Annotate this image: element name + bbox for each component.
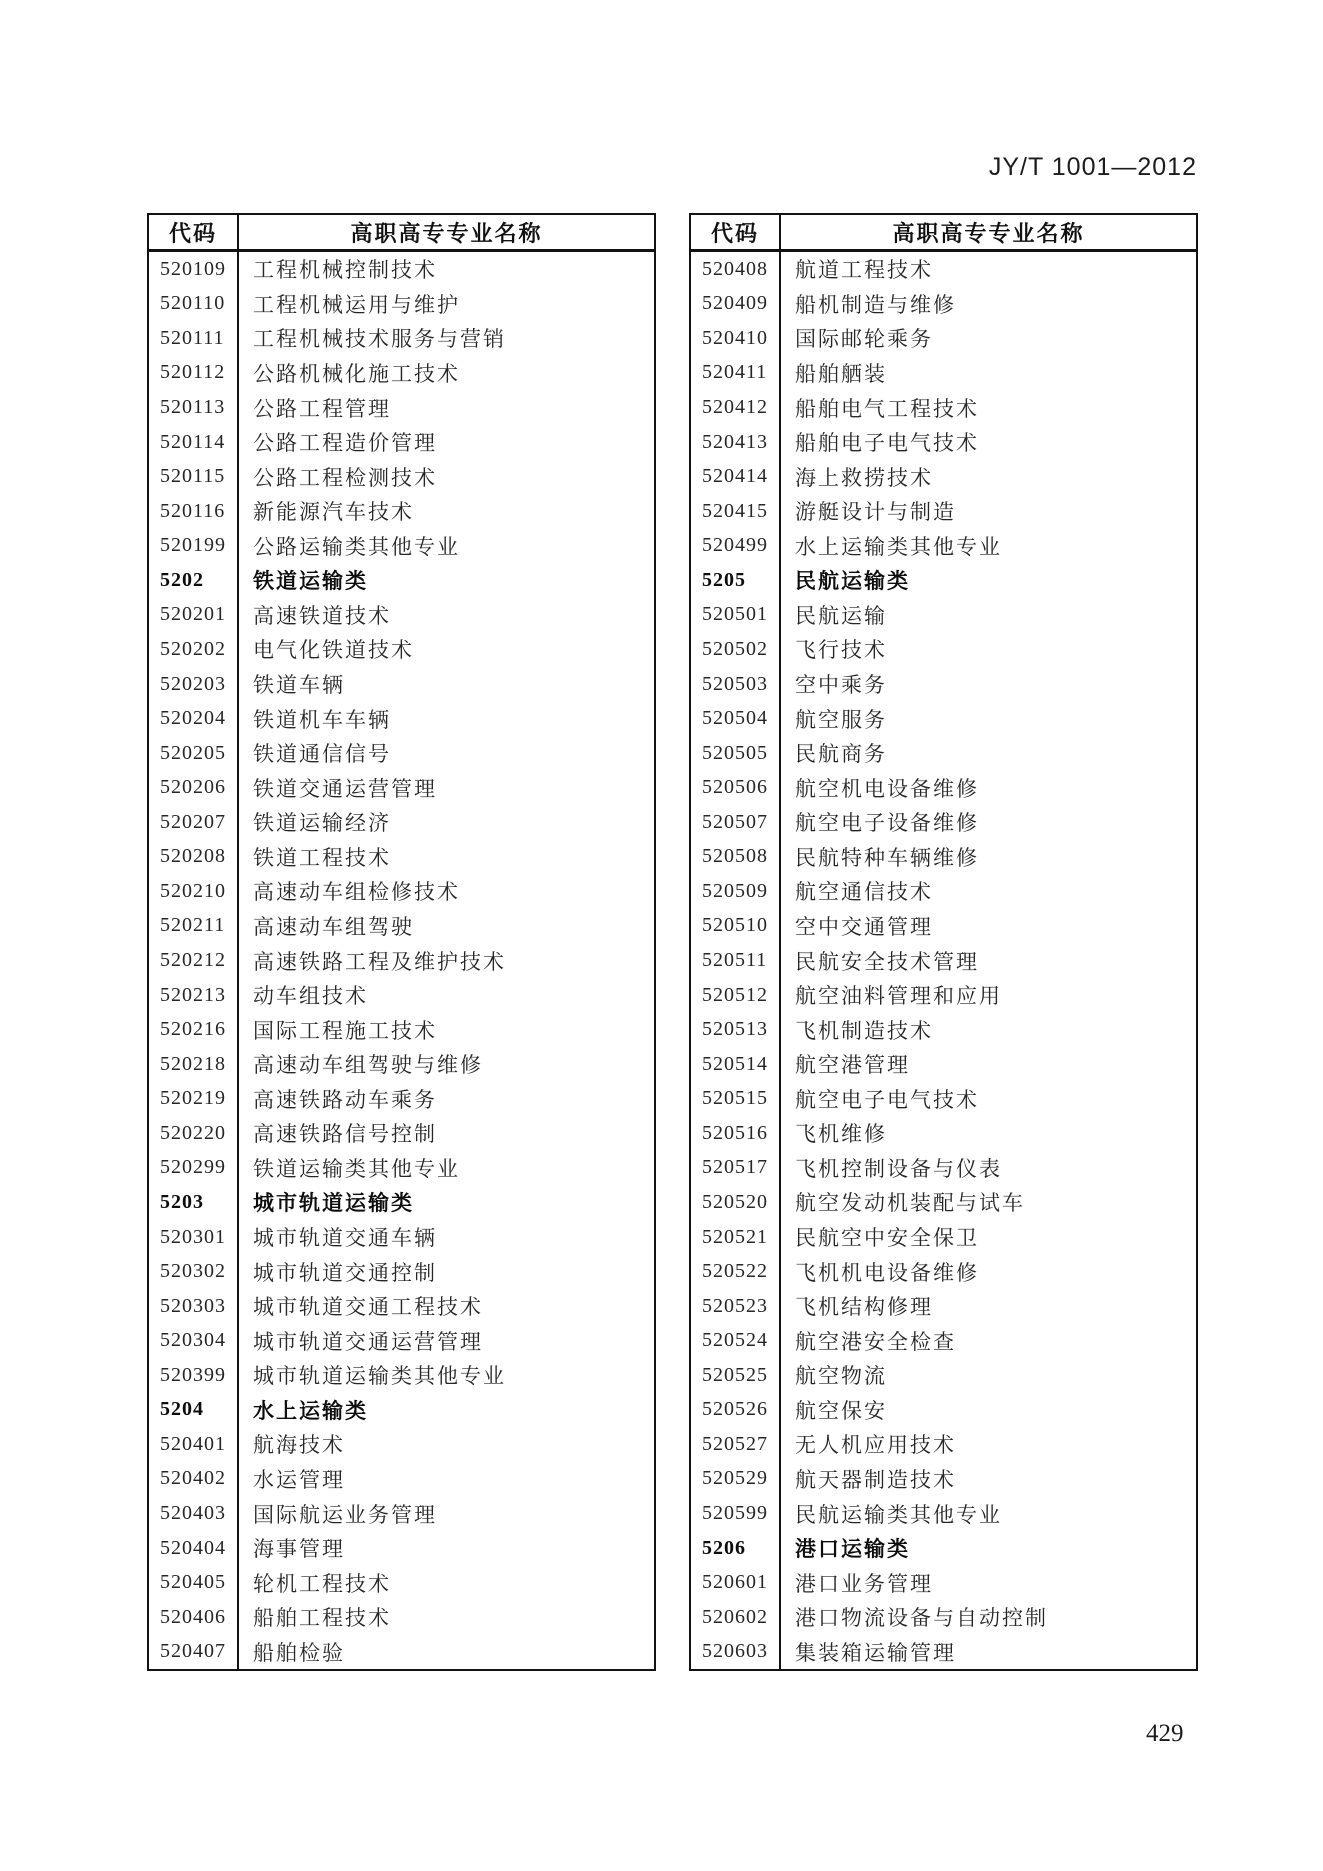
name-cell: 船舶检验 [253,1640,345,1665]
code-cell: 520303 [149,1289,239,1324]
name-cell: 无人机应用技术 [795,1433,956,1458]
code-column-header: 代码 [691,215,781,249]
code-cell: 5204 [149,1393,239,1428]
table-row [149,701,654,736]
table-row [149,1254,654,1289]
code-cell: 520522 [691,1254,781,1289]
name-cell: 铁道运输类其他专业 [253,1156,460,1181]
table-row [149,1393,654,1428]
table-row [691,667,1196,702]
table-row [149,667,654,702]
name-cell: 公路工程检测技术 [253,465,437,490]
code-cell: 520499 [691,529,781,564]
code-cell: 520520 [691,1185,781,1220]
code-cell: 520113 [149,390,239,425]
name-cell: 城市轨道运输类 [253,1191,414,1216]
table-row [691,632,1196,667]
table-row [691,1047,1196,1082]
name-cell: 航空电子电气技术 [795,1087,979,1112]
name-cell: 铁道车辆 [253,673,345,698]
code-cell: 520110 [149,287,239,322]
code-cell: 520220 [149,1116,239,1151]
table-row [149,874,654,909]
name-cell: 民航特种车辆维修 [795,845,979,870]
code-cell: 520206 [149,770,239,805]
name-cell: 飞机结构修理 [795,1295,933,1320]
table-row [691,1358,1196,1393]
name-cell: 高速动车组驾驶 [253,914,414,939]
name-cell: 港口物流设备与自动控制 [795,1606,1048,1631]
table-row [149,1012,654,1047]
code-cell: 520410 [691,321,781,356]
name-cell: 水运管理 [253,1467,345,1492]
name-cell: 公路工程管理 [253,396,391,421]
code-cell: 5203 [149,1185,239,1220]
name-cell: 城市轨道运输类其他专业 [253,1364,506,1389]
standard-code: JY/T 1001—2012 [988,153,1197,181]
code-cell: 520414 [691,459,781,494]
code-cell: 520409 [691,287,781,322]
code-cell: 520219 [149,1082,239,1117]
table-row [691,1600,1196,1635]
name-cell: 铁道通信信号 [253,742,391,767]
name-cell: 铁道交通运营管理 [253,776,437,801]
table-row [691,1531,1196,1566]
name-cell: 航空发动机装配与试车 [795,1191,1025,1216]
table-row [691,978,1196,1013]
table-row [691,1323,1196,1358]
table-row [691,1496,1196,1531]
code-cell: 520299 [149,1151,239,1186]
table-row [149,252,654,287]
name-cell: 飞机维修 [795,1122,887,1147]
name-cell: 民航安全技术管理 [795,949,979,974]
name-cell: 飞机制造技术 [795,1018,933,1043]
table-row [149,287,654,322]
table-row [691,1462,1196,1497]
table-row [691,252,1196,287]
code-cell: 520210 [149,874,239,909]
name-cell: 城市轨道交通控制 [253,1260,437,1285]
name-cell: 航道工程技术 [795,258,933,283]
code-cell: 520602 [691,1600,781,1635]
name-cell: 航空保安 [795,1398,887,1423]
table-row [691,459,1196,494]
code-cell: 520599 [691,1496,781,1531]
table-header-row [691,215,1196,252]
name-column-header: 高职高专专业名称 [892,220,1085,246]
name-cell: 水上运输类 [253,1398,368,1423]
table-row [691,1289,1196,1324]
code-cell: 5205 [691,563,781,598]
name-cell: 轮机工程技术 [253,1571,391,1596]
table-row [691,1220,1196,1255]
name-cell: 国际邮轮乘务 [795,327,933,352]
code-cell: 520112 [149,356,239,391]
table-row [149,632,654,667]
table-row [149,1082,654,1117]
code-cell: 520115 [149,459,239,494]
name-cell: 民航运输 [795,603,887,628]
name-cell: 民航商务 [795,742,887,767]
table-row [691,1151,1196,1186]
table-row [691,1635,1196,1670]
table-row [149,1116,654,1151]
table-row [691,563,1196,598]
table-row [149,563,654,598]
name-cell: 海事管理 [253,1537,345,1562]
code-cell: 520202 [149,632,239,667]
table-row [691,356,1196,391]
table-row [691,494,1196,529]
code-cell: 520516 [691,1116,781,1151]
code-cell: 520501 [691,598,781,633]
table-row [691,1565,1196,1600]
table-header-row [149,215,654,252]
code-cell: 520508 [691,840,781,875]
code-cell: 520199 [149,529,239,564]
name-cell: 民航运输类 [795,569,910,594]
code-cell: 520524 [691,1323,781,1358]
name-cell: 空中乘务 [795,673,887,698]
code-cell: 520114 [149,425,239,460]
table-row [691,874,1196,909]
table-row [149,1531,654,1566]
table-row [149,736,654,771]
name-cell: 航空油料管理和应用 [795,984,1002,1009]
name-cell: 新能源汽车技术 [253,500,414,525]
code-cell: 520109 [149,252,239,287]
name-cell: 铁道工程技术 [253,845,391,870]
table-body [691,252,1196,1669]
table-row [691,736,1196,771]
table-row [149,1047,654,1082]
code-cell: 520203 [149,667,239,702]
code-cell: 520526 [691,1393,781,1428]
table-row [691,425,1196,460]
code-cell: 520506 [691,770,781,805]
code-cell: 520213 [149,978,239,1013]
name-cell: 航空港安全检查 [795,1329,956,1354]
code-cell: 520505 [691,736,781,771]
table-row [149,1220,654,1255]
code-cell: 520216 [149,1012,239,1047]
table-row [691,287,1196,322]
name-cell: 水上运输类其他专业 [795,534,1002,559]
table-row [149,425,654,460]
name-cell: 航空物流 [795,1364,887,1389]
name-cell: 海上救捞技术 [795,465,933,490]
name-cell: 工程机械运用与维护 [253,292,460,317]
table-row [149,1151,654,1186]
code-cell: 520502 [691,632,781,667]
table-row [149,356,654,391]
table-row [149,1289,654,1324]
table-row [149,909,654,944]
code-cell: 520403 [149,1496,239,1531]
code-cell: 520302 [149,1254,239,1289]
name-cell: 航空通信技术 [795,880,933,905]
code-cell: 520510 [691,909,781,944]
table-row [149,1565,654,1600]
major-codes-table-left [147,213,656,1671]
table-row [691,805,1196,840]
table-row [149,598,654,633]
code-cell: 520399 [149,1358,239,1393]
table-row [149,1600,654,1635]
table-row [691,770,1196,805]
code-cell: 520407 [149,1635,239,1670]
table-row [691,1082,1196,1117]
name-cell: 船舶电气工程技术 [795,396,979,421]
table-row [691,529,1196,564]
name-cell: 民航空中安全保卫 [795,1226,979,1251]
name-cell: 集装箱运输管理 [795,1640,956,1665]
name-cell: 国际航运业务管理 [253,1502,437,1527]
code-cell: 5202 [149,563,239,598]
table-row [149,1427,654,1462]
code-column-header: 代码 [149,215,239,249]
table-row [691,1012,1196,1047]
code-cell: 520304 [149,1323,239,1358]
code-cell: 520513 [691,1012,781,1047]
code-cell: 520207 [149,805,239,840]
code-cell: 520504 [691,701,781,736]
name-cell: 民航运输类其他专业 [795,1502,1002,1527]
table-row [149,805,654,840]
name-cell: 公路工程造价管理 [253,431,437,456]
name-cell: 航空服务 [795,707,887,732]
code-cell: 520218 [149,1047,239,1082]
code-cell: 520601 [691,1565,781,1600]
name-cell: 高速铁道技术 [253,603,391,628]
code-cell: 520415 [691,494,781,529]
table-row [691,1185,1196,1220]
code-cell: 520201 [149,598,239,633]
code-cell: 520411 [691,356,781,391]
code-cell: 520211 [149,909,239,944]
name-column-header: 高职高专专业名称 [350,220,543,246]
name-cell: 港口运输类 [795,1537,910,1562]
name-cell: 船机制造与维修 [795,292,956,317]
code-cell: 520527 [691,1427,781,1462]
code-cell: 520515 [691,1082,781,1117]
code-cell: 520512 [691,978,781,1013]
name-cell: 铁道机车车辆 [253,707,391,732]
code-cell: 520404 [149,1531,239,1566]
name-cell: 飞行技术 [795,638,887,663]
code-cell: 520401 [149,1427,239,1462]
name-cell: 城市轨道交通车辆 [253,1226,437,1251]
table-row [691,1254,1196,1289]
table-row [149,978,654,1013]
table-row [149,529,654,564]
code-cell: 520116 [149,494,239,529]
name-cell: 城市轨道交通运营管理 [253,1329,483,1354]
name-cell: 游艇设计与制造 [795,500,956,525]
table-row [691,701,1196,736]
code-cell: 520406 [149,1600,239,1635]
code-cell: 520204 [149,701,239,736]
name-cell: 高速动车组驾驶与维修 [253,1053,483,1078]
table-row [149,943,654,978]
code-cell: 520402 [149,1462,239,1497]
name-cell: 工程机械技术服务与营销 [253,327,506,352]
table-row [691,1393,1196,1428]
name-cell: 城市轨道交通工程技术 [253,1295,483,1320]
name-cell: 航空港管理 [795,1053,910,1078]
name-cell: 船舶舾装 [795,361,887,386]
name-cell: 公路运输类其他专业 [253,534,460,559]
name-cell: 航空电子设备维修 [795,811,979,836]
table-row [691,321,1196,356]
code-cell: 520509 [691,874,781,909]
code-cell: 520408 [691,252,781,287]
table-row [691,1116,1196,1151]
name-cell: 航空机电设备维修 [795,776,979,801]
table-row [691,1427,1196,1462]
name-cell: 空中交通管理 [795,914,933,939]
name-cell: 飞机机电设备维修 [795,1260,979,1285]
code-cell: 520301 [149,1220,239,1255]
table-row [149,494,654,529]
name-cell: 国际工程施工技术 [253,1018,437,1043]
table-row [149,1358,654,1393]
code-cell: 520212 [149,943,239,978]
name-cell: 动车组技术 [253,984,368,1009]
code-cell: 520507 [691,805,781,840]
code-cell: 520111 [149,321,239,356]
name-cell: 高速铁路信号控制 [253,1122,437,1147]
code-cell: 520514 [691,1047,781,1082]
table-row [691,840,1196,875]
name-cell: 飞机控制设备与仪表 [795,1156,1002,1181]
major-codes-table-right [689,213,1198,1671]
code-cell: 520503 [691,667,781,702]
name-cell: 航天器制造技术 [795,1467,956,1492]
code-cell: 520412 [691,390,781,425]
name-cell: 电气化铁道技术 [253,638,414,663]
name-cell: 公路机械化施工技术 [253,361,460,386]
code-cell: 520523 [691,1289,781,1324]
page-number: 429 [1146,1720,1184,1747]
table-row [149,390,654,425]
name-cell: 铁道运输经济 [253,811,391,836]
code-cell: 520405 [149,1565,239,1600]
table-body [149,252,654,1669]
name-cell: 船舶工程技术 [253,1606,391,1631]
name-cell: 高速动车组检修技术 [253,880,460,905]
table-row [691,390,1196,425]
name-cell: 铁道运输类 [253,569,368,594]
table-row [149,770,654,805]
code-cell: 520208 [149,840,239,875]
code-cell: 520511 [691,943,781,978]
name-cell: 港口业务管理 [795,1571,933,1596]
code-cell: 520529 [691,1462,781,1497]
table-row [149,1462,654,1497]
table-row [149,1185,654,1220]
table-row [691,598,1196,633]
table-row [149,1496,654,1531]
code-cell: 5206 [691,1531,781,1566]
name-cell: 高速铁路工程及维护技术 [253,949,506,974]
code-cell: 520525 [691,1358,781,1393]
code-cell: 520521 [691,1220,781,1255]
table-row [691,909,1196,944]
name-cell: 工程机械控制技术 [253,258,437,283]
name-cell: 航海技术 [253,1433,345,1458]
code-cell: 520603 [691,1635,781,1670]
table-row [149,840,654,875]
table-row [149,1323,654,1358]
table-row [149,321,654,356]
table-row [691,943,1196,978]
code-cell: 520413 [691,425,781,460]
table-row [149,1635,654,1670]
code-cell: 520205 [149,736,239,771]
table-row [149,459,654,494]
name-cell: 高速铁路动车乘务 [253,1087,437,1112]
code-cell: 520517 [691,1151,781,1186]
name-cell: 船舶电子电气技术 [795,431,979,456]
